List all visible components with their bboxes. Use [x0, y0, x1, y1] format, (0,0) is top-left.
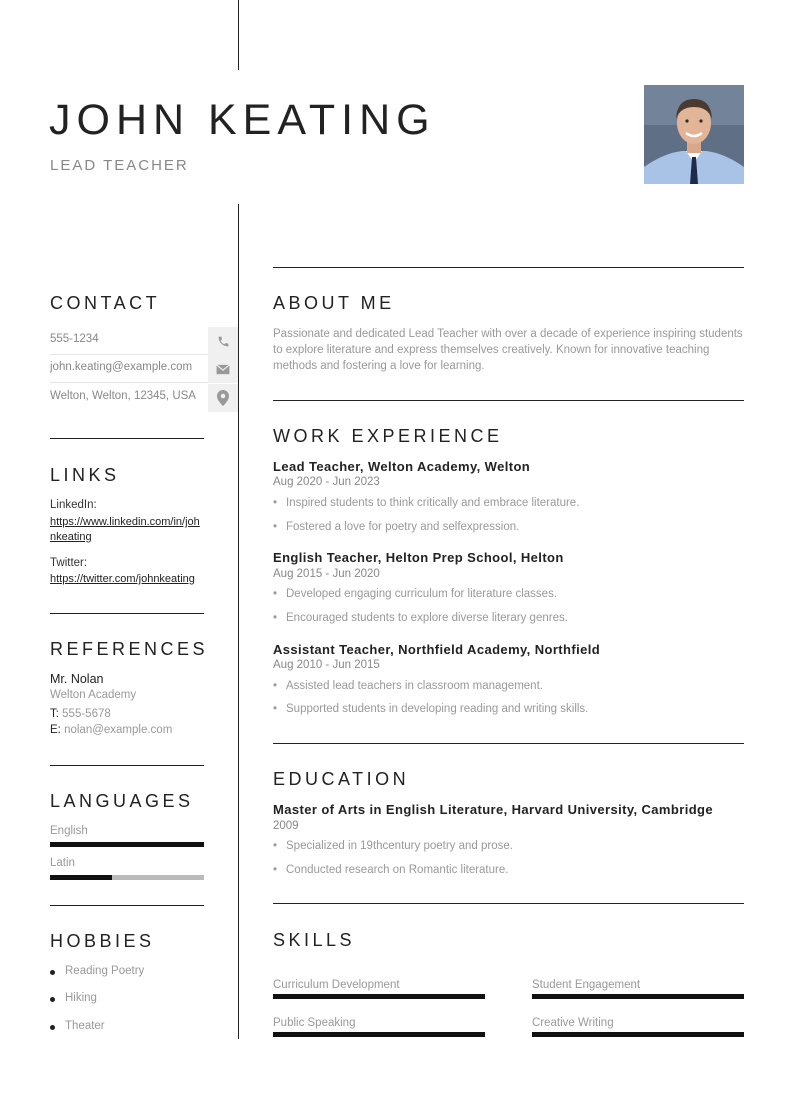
hobby-label: Theater [65, 1020, 105, 1032]
contact-section-title: CONTACT [50, 293, 161, 313]
divider [50, 765, 204, 766]
skill-level-bar [273, 994, 485, 999]
bullet-text: Assisted lead teachers in classroom management. [286, 680, 543, 692]
divider [273, 267, 744, 268]
skill-name: Public Speaking [273, 1017, 356, 1029]
links-section-title: LINKS [50, 465, 120, 485]
job-dates: Aug 2010 - Jun 2015 [273, 659, 380, 671]
divider [50, 613, 204, 614]
education-year: 2009 [273, 820, 299, 832]
top-divider-line [238, 0, 239, 70]
map-pin-icon [208, 384, 238, 412]
hobbies-section-title: HOBBIES [50, 931, 155, 951]
skills-section-title: SKILLS [273, 930, 356, 950]
language-level-fill [50, 875, 112, 880]
education-section-title: EDUCATION [273, 769, 410, 789]
contact-email-row [50, 355, 238, 383]
contact-address-row [50, 384, 238, 412]
divider [273, 400, 744, 401]
reference-email-line [50, 724, 204, 736]
reference-phone-label: T: [50, 708, 59, 720]
candidate-title: LEAD TEACHER [50, 157, 189, 174]
contact-address: Welton, Welton, 12345, USA [50, 390, 196, 402]
link-label-twitter: Twitter: [50, 557, 88, 569]
reference-org: Welton Academy [50, 689, 137, 701]
column-divider-line [238, 204, 239, 1039]
bullet-icon: • [273, 840, 278, 852]
job-title: Lead Teacher, Welton Academy, Welton [273, 459, 531, 474]
bullet-text: Specialized in 19thcentury poetry and prose. [286, 840, 513, 852]
candidate-name: JOHN KEATING [49, 96, 436, 144]
divider [50, 905, 204, 906]
job-dates: Aug 2020 - Jun 2023 [273, 476, 380, 488]
bullet-dot-icon [50, 1025, 55, 1030]
languages-section-title: LANGUAGES [50, 791, 194, 811]
education-degree: Master of Arts in English Literature, Harvard University, Cambridge [273, 802, 714, 817]
language-level-fill [50, 842, 204, 847]
reference-email-label: E: [50, 724, 61, 736]
profile-photo [644, 85, 744, 184]
phone-icon [208, 327, 238, 355]
bullet-icon: • [273, 588, 278, 600]
reference-name: Mr. Nolan [50, 672, 104, 686]
hobby-label: Reading Poetry [65, 965, 145, 977]
bullet-dot-icon [50, 970, 55, 975]
link-label-linkedin: LinkedIn: [50, 499, 97, 511]
skill-level-bar [273, 1032, 485, 1037]
envelope-icon [208, 355, 238, 383]
bullet-text: Supported students in developing reading and writing skills. [286, 703, 589, 715]
bullet-dot-icon [50, 997, 55, 1002]
bullet-text: Fostered a love for poetry and selfexpression. [286, 521, 520, 533]
about-section-title: ABOUT ME [273, 293, 395, 313]
bullet-icon: • [273, 864, 278, 876]
bullet-text: Developed engaging curriculum for literature classes. [286, 588, 558, 600]
skill-level-bar [532, 1032, 744, 1037]
divider [273, 743, 744, 744]
job-dates: Aug 2015 - Jun 2020 [273, 568, 380, 580]
job-title: English Teacher, Helton Prep School, Helton [273, 550, 564, 565]
bullet-text: Encouraged students to explore diverse literary genres. [286, 612, 568, 624]
bullet-icon: • [273, 612, 278, 624]
link-linkedin[interactable]: https://www.linkedin.com/in/johnkeating [50, 516, 200, 543]
contact-phone: 555-1234 [50, 333, 99, 345]
reference-email: nolan@example.com [64, 724, 173, 736]
bullet-icon: • [273, 497, 278, 509]
language-level-bar [50, 842, 204, 847]
skill-level-bar [532, 994, 744, 999]
about-text: Passionate and dedicated Lead Teacher with over a decade of experience inspiring students to explore literature and express themselves creatively. Known for innovative teaching methods and fostering a love for learning. [273, 328, 743, 372]
language-name: English [50, 825, 88, 837]
job-title: Assistant Teacher, Northfield Academy, Northfield [273, 642, 601, 657]
skill-name: Student Engagement [532, 979, 641, 991]
bullet-text: Inspired students to think critically and embrace literature. [286, 497, 580, 509]
language-name: Latin [50, 857, 75, 869]
bullet-text: Conducted research on Romantic literature. [286, 864, 509, 876]
bullet-icon: • [273, 703, 278, 715]
contact-phone-row [50, 327, 238, 355]
work-section-title: WORK EXPERIENCE [273, 426, 503, 446]
reference-phone: 555-5678 [62, 708, 111, 720]
contact-email: john.keating@example.com [50, 361, 193, 373]
skill-name: Creative Writing [532, 1017, 614, 1029]
reference-phone-line [50, 708, 204, 720]
bullet-icon: • [273, 521, 278, 533]
skill-name: Curriculum Development [273, 979, 400, 991]
bullet-icon: • [273, 680, 278, 692]
link-twitter[interactable]: https://twitter.com/johnkeating [50, 573, 195, 585]
references-section-title: REFERENCES [50, 639, 209, 659]
hobby-label: Hiking [65, 992, 97, 1004]
divider [273, 903, 744, 904]
divider [50, 438, 204, 439]
language-level-bar [50, 875, 204, 880]
